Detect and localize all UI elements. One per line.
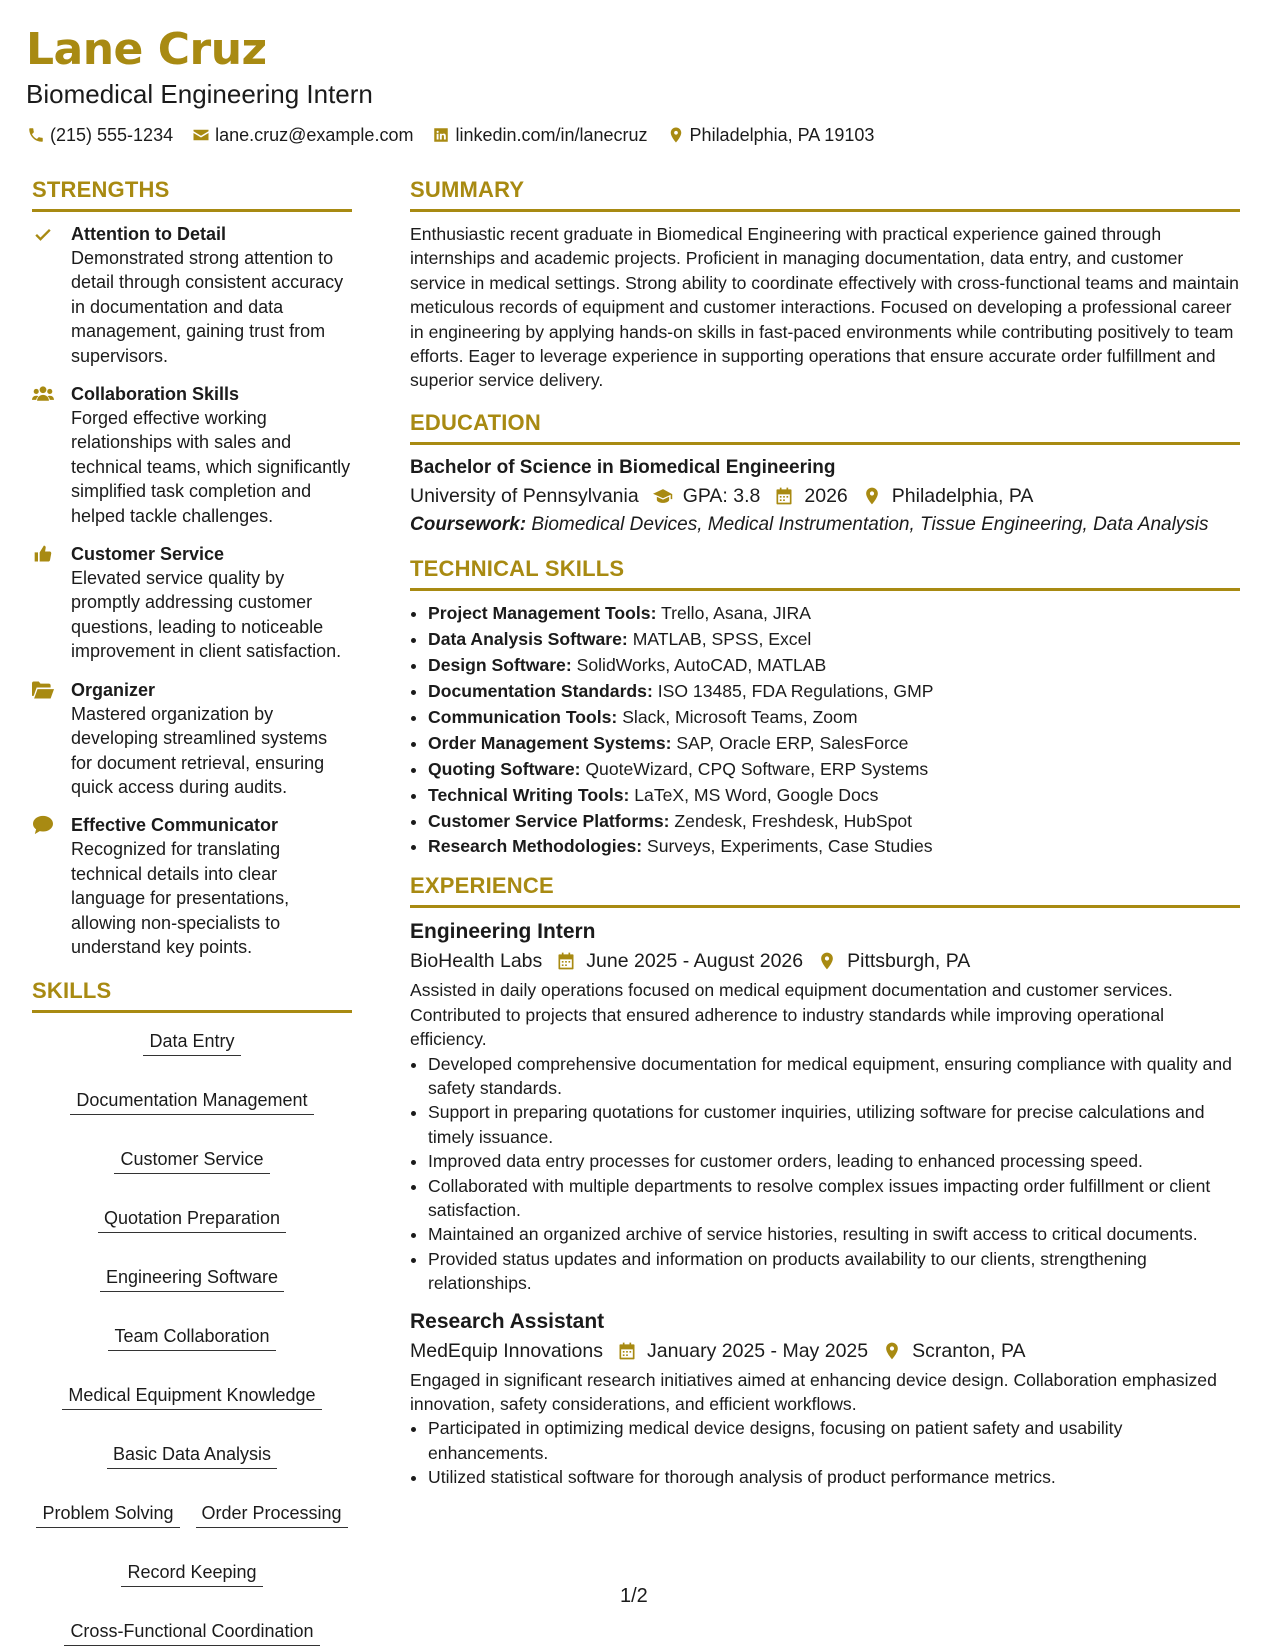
strength-item: [32, 678, 352, 800]
job-meta: [410, 1336, 1240, 1366]
skill-tag: Medical Equipment Knowledge: [62, 1383, 321, 1410]
school-location: Philadelphia, PA: [891, 484, 1034, 507]
job-entry: [410, 918, 1240, 1295]
skill-tag: Team Collaboration: [108, 1324, 275, 1351]
job-entry: [410, 1308, 1240, 1490]
contact-email[interactable]: [191, 124, 413, 146]
strength-item: [32, 542, 352, 664]
school-name: University of Pennsylvania: [410, 484, 639, 507]
coursework-list: Biomedical Devices, Medical Instrumentation, Tissue Engineering, Data Analysis: [531, 513, 1209, 535]
page-number: 1/2: [620, 1585, 648, 1607]
skills-list: [32, 1023, 352, 1646]
strength-title: Collaboration Skills: [71, 384, 240, 405]
map-pin-icon: [666, 125, 686, 145]
list-item: • Communication Tools: Slack, Microsoft Teams, Zoom: [428, 705, 1240, 731]
job-summary: Engaged in significant research initiatives aimed at enhancing device design. Collaboration emphasized innovation, safety considerations, and efficient workflows.: [410, 1369, 1217, 1414]
map-pin-icon: [860, 485, 884, 507]
skill-tag: Basic Data Analysis: [107, 1442, 277, 1469]
job-bullets: [410, 1416, 1240, 1489]
technical-skills-list: [410, 601, 1240, 860]
strength-description: Forged effective working relationships with sales and technical teams, which significantly simplified task completion and helped tackle challenges.: [71, 408, 351, 526]
skill-tag: Engineering Software: [100, 1265, 284, 1292]
skill-tag: Problem Solving: [36, 1501, 179, 1528]
contact-linkedin-text: linkedin.com/in/lanecruz: [455, 125, 648, 145]
list-item: • Collaborated with multiple departments to resolve complex issues impacting order fulfillment or client satisfaction.: [428, 1174, 1240, 1223]
job-dates: June 2025 - August 2026: [586, 950, 804, 973]
strength-title: Customer Service: [71, 544, 225, 565]
calendar-icon: [554, 950, 578, 972]
skill-tag: Data Entry: [143, 1029, 240, 1056]
strength-description: Mastered organization by developing streamlined systems for document retrieval, ensuring quick access during audits.: [71, 703, 328, 797]
job-summary: Assisted in daily operations focused on medical equipment documentation and customer services. Contributed to projects that ensured adherence to industry standards while improving operational efficiency.: [410, 980, 1173, 1050]
technical-skills-heading: TECHNICAL SKILLS: [410, 555, 1240, 591]
job-bullets: [410, 1052, 1240, 1296]
list-item: • Technical Writing Tools: LaTeX, MS Word, Google Docs: [428, 783, 1240, 809]
list-item: • Customer Service Platforms: Zendesk, Freshdesk, HubSpot: [428, 809, 1240, 835]
map-pin-icon: [815, 950, 839, 972]
list-item: • Data Analysis Software: MATLAB, SPSS, Excel: [428, 627, 1240, 653]
right-column: [410, 176, 1240, 1490]
linkedin-icon: [431, 125, 451, 145]
strength-item: [32, 222, 352, 368]
job-meta: [410, 946, 1240, 976]
list-item: • Developed comprehensive documentation for medical equipment, ensuring compliance with quality and safety standards.: [428, 1052, 1240, 1101]
contact-location-text: Philadelphia, PA 19103: [689, 125, 875, 145]
graduation-cap-icon: [651, 485, 675, 507]
strength-item: [32, 382, 352, 528]
gpa: GPA: 3.8: [682, 484, 761, 507]
strength-description: Elevated service quality by promptly addressing customer questions, leading to noticeable improvement in client satisfaction.: [71, 568, 342, 662]
list-item: • Quoting Software: QuoteWizard, CPQ Software, ERP Systems: [428, 757, 1240, 783]
job-title: Research Assistant: [410, 1309, 605, 1333]
coursework: [410, 513, 1240, 537]
resume-header: [26, 24, 1246, 146]
candidate-name: Lane Cruz: [26, 24, 267, 75]
list-item: • Project Management Tools: Trello, Asana, JIRA: [428, 601, 1240, 627]
list-item: • Research Methodologies: Surveys, Experiments, Case Studies: [428, 834, 1240, 860]
speech-bubble-icon: [32, 813, 71, 959]
list-item: • Documentation Standards: ISO 13485, FDA Regulations, GMP: [428, 679, 1240, 705]
technical-skills-section: [410, 555, 1240, 860]
contact-phone[interactable]: [26, 124, 173, 146]
folder-open-icon: [32, 678, 71, 800]
strength-title: Attention to Detail: [71, 224, 226, 244]
list-item: • Participated in optimizing medical device designs, focusing on patient safety and usability enhancements.: [428, 1416, 1240, 1465]
graduation-year: 2026: [804, 484, 848, 507]
skill-tag: Customer Service: [114, 1147, 269, 1174]
contact-email-text: lane.cruz@example.com: [215, 125, 414, 145]
list-item: • Order Management Systems: SAP, Oracle ERP, SalesForce: [428, 731, 1240, 757]
summary-section: [410, 176, 1240, 393]
skill-tag: Quotation Preparation: [98, 1206, 286, 1233]
list-item: • Maintained an organized archive of service histories, resulting in swift access to critical documents.: [428, 1222, 1240, 1246]
summary-heading: SUMMARY: [410, 176, 1240, 212]
strengths-heading: STRENGTHS: [32, 176, 352, 212]
phone-icon: [26, 125, 46, 145]
strength-description: Demonstrated strong attention to detail through consistent accuracy in documentation and data management, gaining trust from supervisors.: [71, 248, 344, 366]
list-item: • Support in preparing quotations for customer inquiries, utilizing software for precise calculations and timely issuance.: [428, 1100, 1240, 1149]
job-title: Engineering Intern: [410, 920, 596, 944]
skill-tag: Cross-Functional Coordination: [64, 1619, 319, 1646]
strength-title: Organizer: [71, 679, 156, 700]
skill-tag: Record Keeping: [121, 1560, 262, 1587]
contact-linkedin[interactable]: [431, 124, 647, 146]
education-meta: [410, 481, 1240, 511]
left-column: [32, 176, 352, 1646]
job-location: Pittsburgh, PA: [847, 950, 971, 973]
education-section: [410, 409, 1240, 537]
skills-section: [32, 977, 352, 1646]
experience-section: [410, 872, 1240, 1489]
education-heading: EDUCATION: [410, 409, 1240, 445]
strength-description: Recognized for translating technical details into clear language for presentations, allowing non-specialists to understand key points.: [71, 839, 290, 957]
strengths-section: [32, 176, 352, 959]
calendar-icon: [772, 485, 796, 507]
map-pin-icon: [880, 1340, 904, 1362]
strength-title: Effective Communicator: [71, 815, 279, 836]
summary-text: Enthusiastic recent graduate in Biomedical Engineering with practical experience gained through internships and academic projects. Proficient in managing documentation, data entry, and customer service in medical settings. Strong ability to coordinate effectively with cross-functional teams and maintain meticulous records of equipment and customer interactions. Focused on developing a professional career in engineering by applying hands-on skills in fast-paced environments while contributing positively to team efforts. Eager to leverage experience in supporting operations that ensure accurate order fulfillment and superior service delivery.: [410, 224, 1239, 391]
candidate-title: Biomedical Engineering Intern: [26, 79, 373, 109]
users-icon: [32, 382, 71, 528]
coursework-label: Coursework:: [410, 513, 527, 535]
contact-phone-text: (215) 555-1234: [50, 125, 174, 145]
degree-name: Bachelor of Science in Biomedical Engineering: [410, 456, 836, 478]
contact-bar: [26, 124, 1246, 146]
job-location: Scranton, PA: [912, 1339, 1026, 1362]
list-item: • Provided status updates and information on products availability to our clients, strengthening relationships.: [428, 1247, 1240, 1296]
thumbs-up-icon: [32, 542, 71, 664]
list-item: • Utilized statistical software for thorough analysis of product performance metrics.: [428, 1465, 1240, 1489]
contact-location: [666, 124, 875, 146]
envelope-icon: [191, 125, 211, 145]
company-name: BioHealth Labs: [410, 950, 543, 973]
checkmark-icon: [32, 222, 71, 368]
skill-tag: Documentation Management: [70, 1088, 313, 1115]
company-name: MedEquip Innovations: [410, 1339, 603, 1362]
calendar-icon: [615, 1340, 639, 1362]
list-item: • Improved data entry processes for customer orders, leading to enhanced processing speed.: [428, 1149, 1240, 1173]
experience-heading: EXPERIENCE: [410, 872, 1240, 908]
strength-item: [32, 813, 352, 959]
skill-tag: Order Processing: [196, 1501, 348, 1528]
skills-heading: SKILLS: [32, 977, 352, 1013]
job-dates: January 2025 - May 2025: [646, 1339, 869, 1362]
list-item: • Design Software: SolidWorks, AutoCAD, MATLAB: [428, 653, 1240, 679]
